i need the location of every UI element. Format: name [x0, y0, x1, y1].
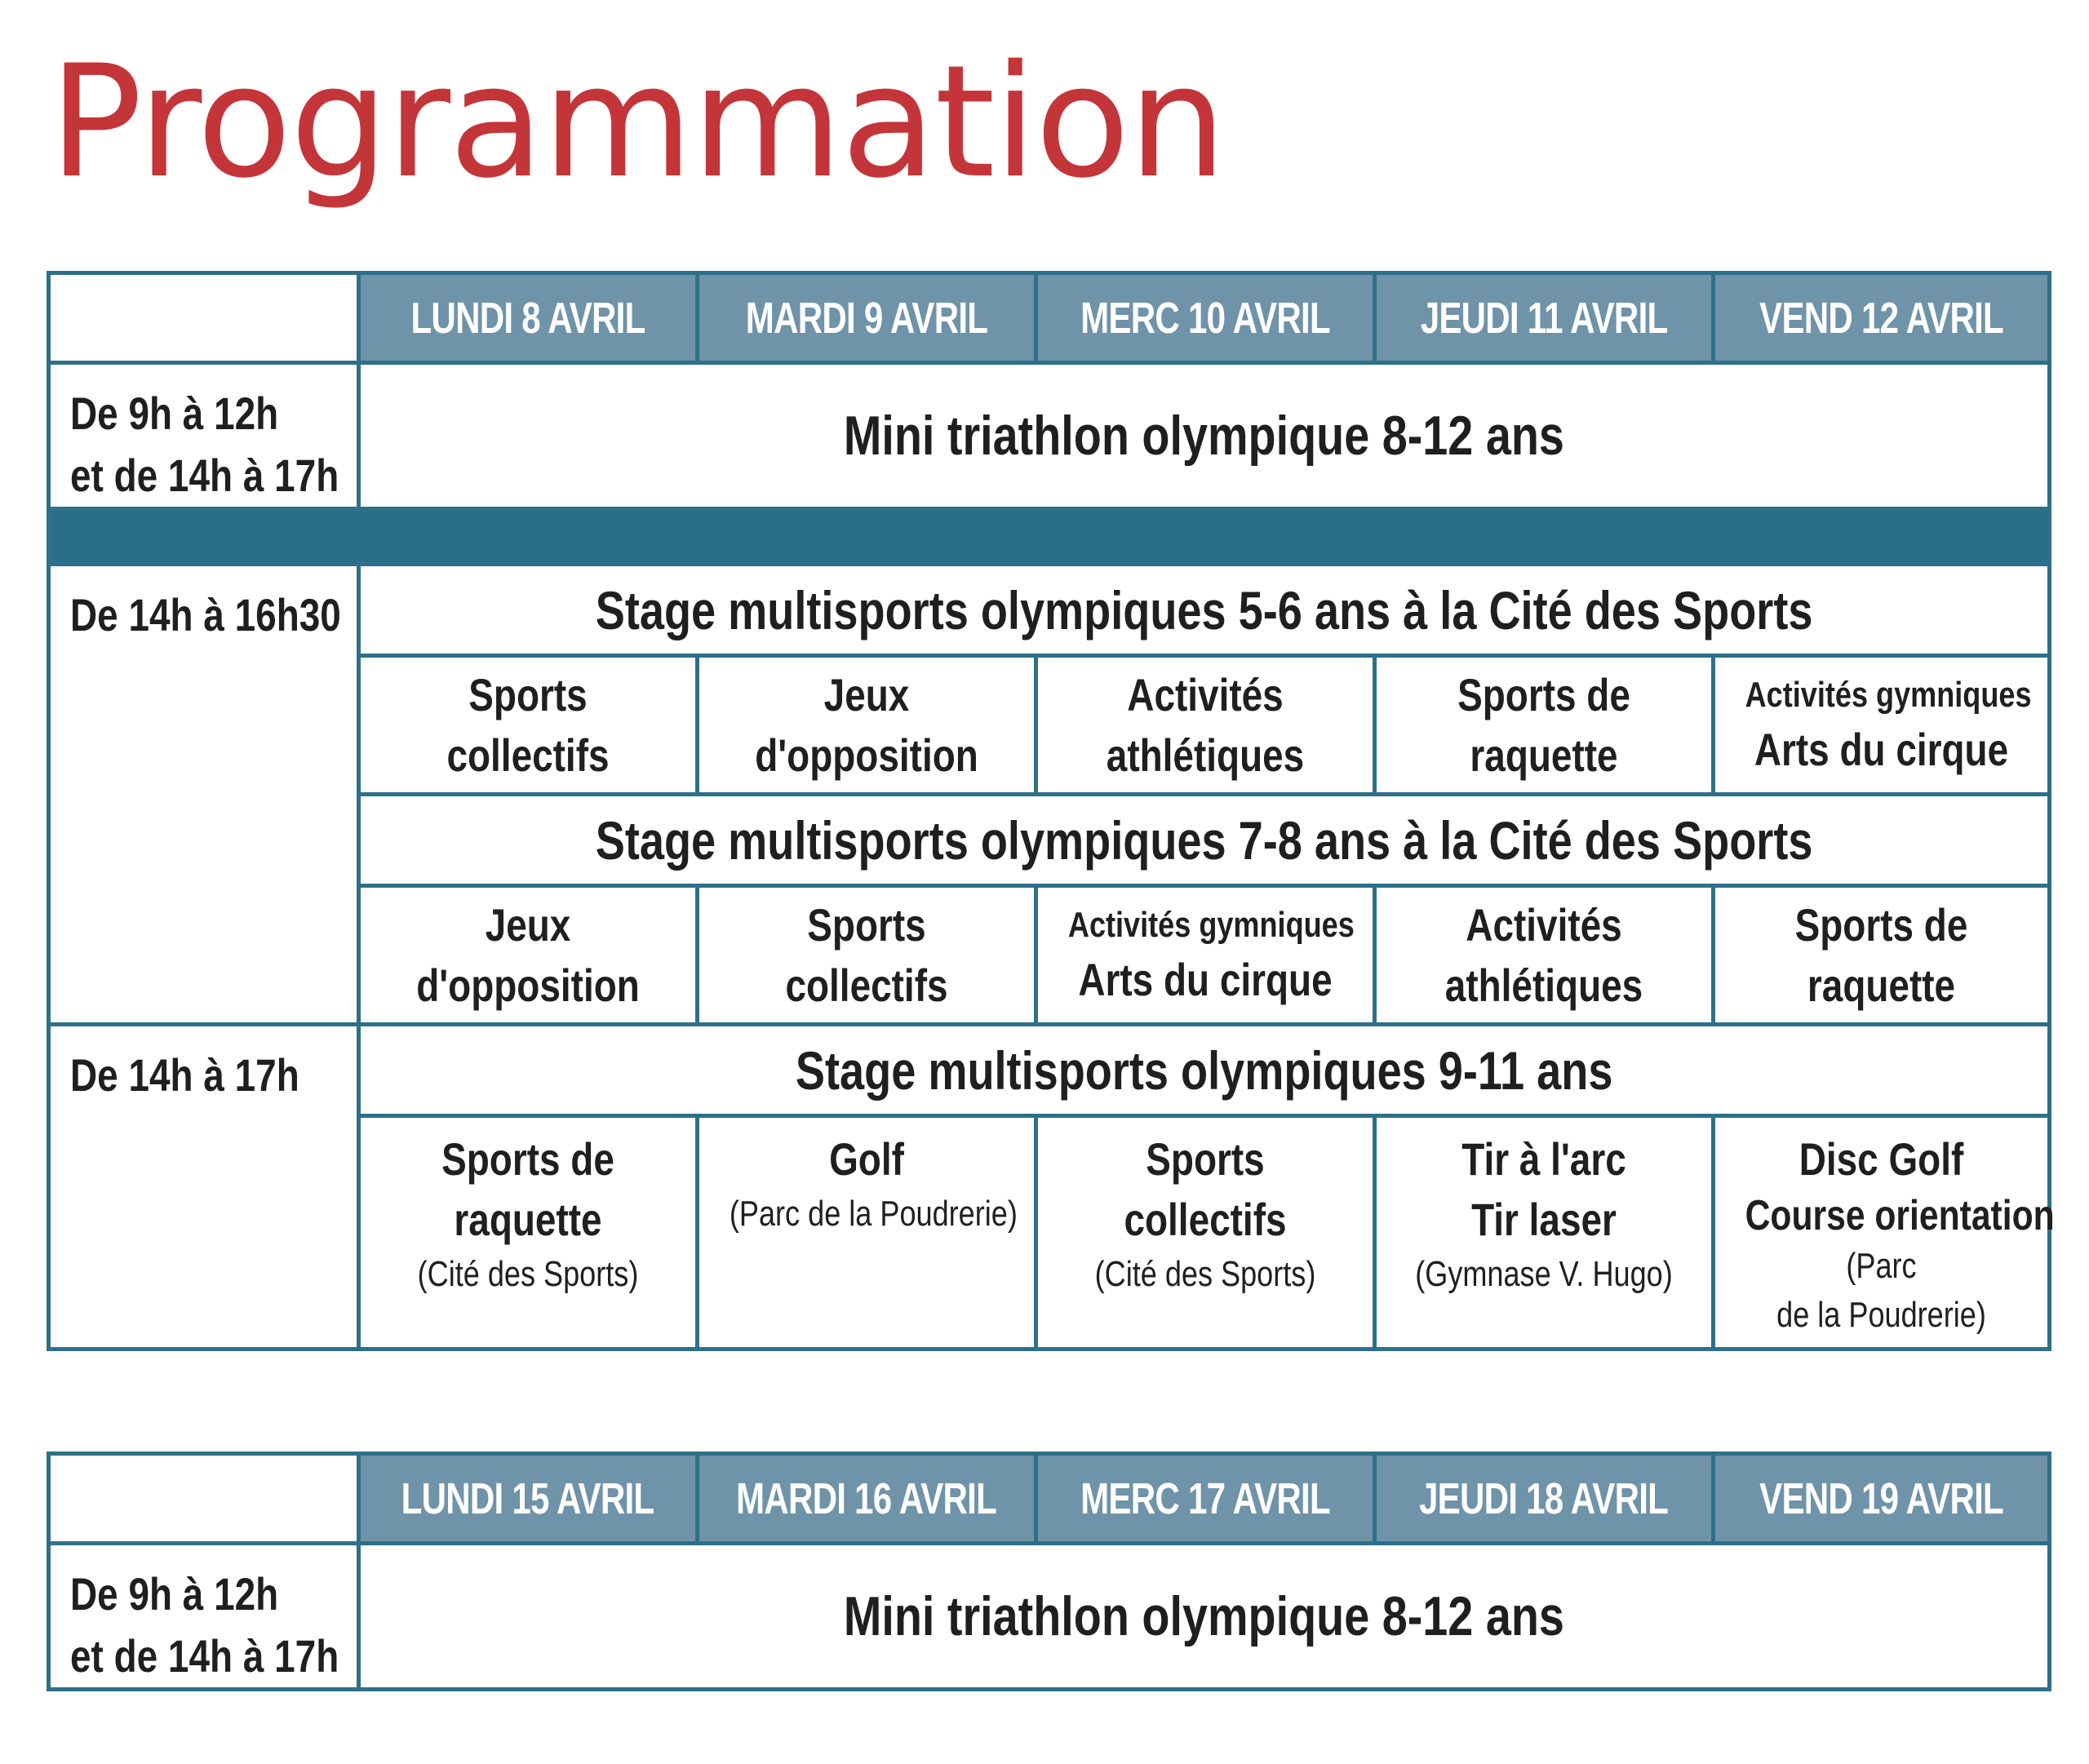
activity-cell: Jeux d'opposition: [698, 656, 1036, 795]
page-title: Programmation: [49, 32, 1226, 212]
triathlon-row: [49, 1544, 2050, 1690]
activity-cell: Sports collectifs: [698, 886, 1036, 1025]
schedule-week-2: [47, 1452, 2051, 1691]
activity-cell: Activités gymniques Arts du cirque: [1714, 656, 2050, 795]
day-header: JEUDI 18 AVRIL: [1375, 1454, 1714, 1544]
activity-cell: Activités gymniques Arts du cirque: [1036, 886, 1375, 1025]
day-header: JEUDI 11 AVRIL: [1375, 273, 1714, 363]
activity-cell: Sports collectifs: [359, 656, 698, 795]
stage-title: Stage multisports olympiques 5-6 ans à la Cité des Sports: [359, 565, 2050, 656]
day-header: MARDI 9 AVRIL: [698, 273, 1036, 363]
stage-title: Stage multisports olympiques 7-8 ans à la Cité des Sports: [359, 795, 2050, 886]
section-divider: [49, 509, 2050, 565]
activity-cell: Activités athlétiques: [1375, 886, 1714, 1025]
corner-cell: [49, 1454, 359, 1544]
triathlon-row: [49, 363, 2050, 509]
schedule-week-1: [47, 271, 2055, 1351]
activity-cell: Disc Golf Course orientation (Parc de la Poudrerie): [1714, 1116, 2050, 1350]
activity-cell: Sports de raquette: [1375, 656, 1714, 795]
event-title: Mini triathlon olympique 8-12 ans: [359, 1544, 2050, 1690]
stage-title: Stage multisports olympiques 9-11 ans: [359, 1025, 2050, 1116]
day-header: MERC 17 AVRIL: [1036, 1454, 1375, 1544]
event-title: Mini triathlon olympique 8-12 ans: [359, 363, 2050, 509]
time-slot: De 9h à 12h et de 14h à 17h: [49, 363, 359, 509]
activity-cell: Golf (Parc de la Poudrerie): [698, 1116, 1036, 1350]
activity-cell: Sports collectifs (Cité des Sports): [1036, 1116, 1375, 1350]
header-row: [49, 273, 2050, 363]
day-header: LUNDI 15 AVRIL: [359, 1454, 698, 1544]
corner-cell: [49, 273, 359, 363]
stage-56-title-row: [49, 565, 2050, 656]
activity-cell: Tir à l'arc Tir laser (Gymnase V. Hugo): [1375, 1116, 1714, 1350]
day-header: VEND 12 AVRIL: [1714, 273, 2050, 363]
activity-cell: Sports de raquette: [1714, 886, 2050, 1025]
day-header: LUNDI 8 AVRIL: [359, 273, 698, 363]
day-header: MARDI 16 AVRIL: [698, 1454, 1036, 1544]
divider-row: [49, 509, 2050, 565]
stage-911-title-row: [49, 1025, 2050, 1116]
activity-cell: Activités athlétiques: [1036, 656, 1375, 795]
header-row: [49, 1454, 2050, 1544]
time-slot: De 14h à 17h: [49, 1025, 359, 1350]
time-slot: De 9h à 12h et de 14h à 17h: [49, 1544, 359, 1690]
day-header: VEND 19 AVRIL: [1714, 1454, 2050, 1544]
activity-cell: Jeux d'opposition: [359, 886, 698, 1025]
time-slot: De 14h à 16h30: [49, 565, 359, 1025]
activity-cell: Sports de raquette (Cité des Sports): [359, 1116, 698, 1350]
day-header: MERC 10 AVRIL: [1036, 273, 1375, 363]
